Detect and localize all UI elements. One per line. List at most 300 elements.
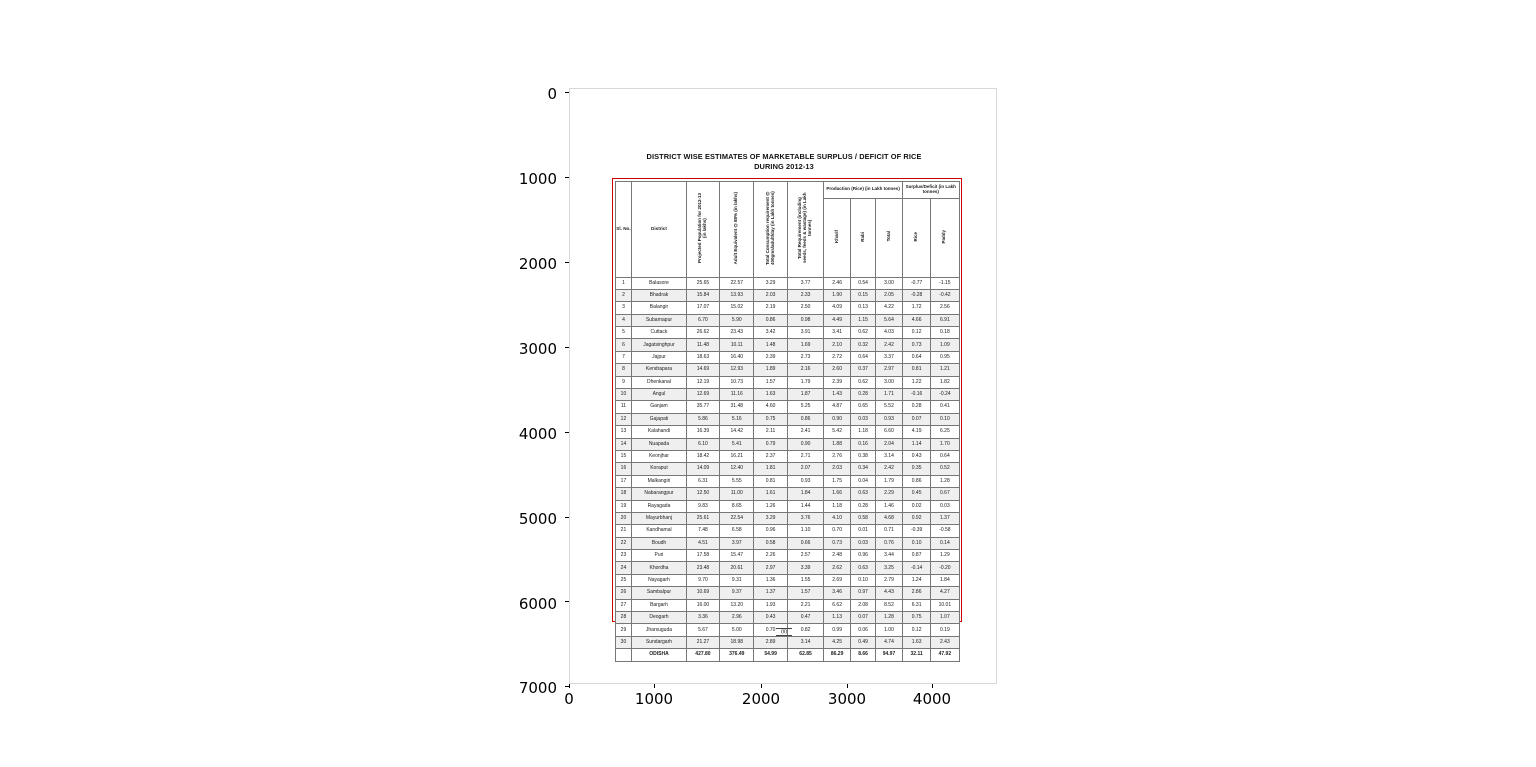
cell-sl-no: 30 [615,636,632,648]
cell-value: 4.09 [824,302,851,314]
cell-value: 0.13 [851,302,876,314]
cell-value: 0.41 [931,401,959,413]
cell-value: 23.48 [686,562,720,574]
cell-sl-no: 28 [615,612,632,624]
cell-sl-no: 27 [615,599,632,611]
x-tick-label: 1000 [634,690,674,708]
table-row [615,351,959,363]
cell-value: 2.71 [788,450,824,462]
cell-value: 8.65 [720,500,754,512]
cell-district: Balangir [632,302,686,314]
cell-value: 1.75 [824,475,851,487]
cell-value: 2.97 [754,562,788,574]
header-surplus-group: Surplus/Deficit (in Lakh tonnes) [903,181,959,198]
cell-value: 0.86 [788,413,824,425]
cell-value: 25.61 [686,512,720,524]
cell-value: 13.93 [720,289,754,301]
header-kharif-label: Kharif [833,230,839,244]
cell-value: 0.98 [788,314,824,326]
cell-value: 2.07 [788,463,824,475]
cell-value: 0.76 [875,537,902,549]
cell-value: 3.00 [875,376,902,388]
cell-value: 0.93 [875,413,902,425]
cell-value: 1.18 [824,500,851,512]
header-rabi-label: Rabi [859,231,865,242]
cell-value: 2.62 [824,562,851,574]
cell-value: 1.61 [754,488,788,500]
cell-district: Puri [632,550,686,562]
cell-value: 0.34 [851,463,876,475]
cell-value: 0.37 [851,364,876,376]
cell-value: 0.28 [851,389,876,401]
cell-district: Mayurbhanj [632,512,686,524]
cell-value: 3.97 [720,537,754,549]
cell-district: Jharsuguda [632,624,686,636]
cell-district: Bhadrak [632,289,686,301]
cell-total-label: ODISHA [632,649,686,661]
cell-value: 0.10 [903,537,931,549]
cell-sl-no: 7 [615,351,632,363]
cell-value: 0.52 [931,463,959,475]
cell-sl-no: 4 [615,314,632,326]
cell-value: 6.58 [720,525,754,537]
cell-value: 0.92 [903,512,931,524]
header-production-group: Production (Rice) (in Lakh tonnes) [824,181,903,198]
cell-value: 2.08 [851,599,876,611]
cell-sl-no: 22 [615,537,632,549]
cell-value: 4.87 [824,401,851,413]
cell-value: 0.04 [851,475,876,487]
cell-value: 2.73 [788,351,824,363]
header-total-consumption-label: Total Consumption requirement @ 400gms/adult/day (in Lakh tonnes) [764,191,775,265]
header-surplus-rice-label: Rice [913,231,919,242]
cell-value: 21.27 [686,636,720,648]
cell-value: 1.63 [754,389,788,401]
cell-value: 6.31 [686,475,720,487]
cell-sl-no: 10 [615,389,632,401]
cell-district: Khordha [632,562,686,574]
cell-value: 0.90 [788,438,824,450]
cell-sl-no: 14 [615,438,632,450]
cell-district: Sambalpur [632,587,686,599]
cell-value: 1.57 [788,587,824,599]
cell-total-value: 54.99 [754,649,788,661]
cell-value: 1.69 [788,339,824,351]
cell-district: Bargarh [632,599,686,611]
cell-value: 1.66 [824,488,851,500]
cell-total-value: 427.80 [686,649,720,661]
cell-value: 0.15 [851,289,876,301]
table-row [615,537,959,549]
cell-value: 0.03 [851,413,876,425]
cell-value: 7.48 [686,525,720,537]
table-row [615,376,959,388]
cell-value: 1.13 [824,612,851,624]
cell-value: 5.42 [824,426,851,438]
cell-value: -0.42 [931,289,959,301]
cell-value: 4.66 [903,314,931,326]
table-row [615,574,959,586]
cell-district: Subarnapur [632,314,686,326]
x-tick-mark [569,684,570,688]
cell-value: 1.93 [754,599,788,611]
table-head [615,181,959,277]
cell-value: -1.15 [931,277,959,289]
cell-value: 2.26 [754,550,788,562]
table-row [615,339,959,351]
cell-value: 2.89 [754,636,788,648]
cell-sl-no: 3 [615,302,632,314]
table-row [615,327,959,339]
header-sl-no: Sl. No. [615,181,632,277]
cell-value: 0.96 [851,550,876,562]
cell-value: 25.65 [686,277,720,289]
cell-value: 1.82 [931,376,959,388]
header-surplus-paddy-label: Paddy [941,229,947,244]
cell-value: 0.86 [903,475,931,487]
header-total-requirement-label: Total Requirement (including seeds, feeds & wastage) (in Lakh tonnes) [797,192,813,264]
table-row [615,562,959,574]
cell-value: 2.57 [788,550,824,562]
cell-value: 0.93 [788,475,824,487]
cell-value: 12.40 [720,463,754,475]
cell-sl-no: 16 [615,463,632,475]
cell-value: 0.10 [851,574,876,586]
cell-sl-no: 11 [615,401,632,413]
cell-value: 1.26 [754,500,788,512]
cell-value: 11.00 [720,488,754,500]
cell-value: 3.29 [754,512,788,524]
cell-value: 2.69 [824,574,851,586]
cell-value: 2.60 [824,364,851,376]
cell-value: 0.45 [903,488,931,500]
cell-value: 1.28 [875,612,902,624]
cell-value: 0.43 [903,450,931,462]
cell-value: 31.48 [720,401,754,413]
table-row [615,438,959,450]
cell-value: 0.73 [903,339,931,351]
cell-value: 0.35 [903,463,931,475]
cell-value: 0.63 [851,562,876,574]
cell-total-value: 376.49 [720,649,754,661]
cell-value: 2.48 [824,550,851,562]
y-tick-label: 4000 [518,425,557,443]
cell-value: 0.64 [903,351,931,363]
cell-value: 10.69 [686,587,720,599]
cell-value: 1.07 [931,612,959,624]
cell-value: 4.49 [824,314,851,326]
cell-value: 0.70 [824,525,851,537]
cell-value: 0.58 [754,537,788,549]
cell-value: 2.97 [875,364,902,376]
header-kharif [824,198,851,277]
cell-value: 0.75 [903,612,931,624]
cell-district: Kalahandi [632,426,686,438]
cell-value: -0.14 [903,562,931,574]
cell-value: 9.83 [686,500,720,512]
title-line-2: DURING 2012-13 [754,162,814,171]
y-tick-label: 7000 [518,679,557,697]
header-production-total-label: Total [885,231,891,242]
cell-value: 4.03 [875,327,902,339]
cell-value: 6.31 [903,599,931,611]
cell-value: -0.24 [931,389,959,401]
header-projected-population [686,181,720,277]
cell-value: 1.81 [754,463,788,475]
cell-value: 0.01 [851,525,876,537]
cell-district: Cuttack [632,327,686,339]
cell-value: 0.19 [931,624,959,636]
y-tick-label: 6000 [518,595,557,613]
cell-value: 2.42 [875,339,902,351]
cell-value: 3.91 [788,327,824,339]
x-tick-mark [847,684,848,688]
cell-value: 0.12 [903,327,931,339]
cell-value: 2.19 [754,302,788,314]
cell-value: 15.84 [686,289,720,301]
cell-district: Nabarangpur [632,488,686,500]
cell-value: 0.43 [754,612,788,624]
cell-value: 5.55 [720,475,754,487]
cell-value: 2.33 [788,289,824,301]
cell-value: 0.12 [903,624,931,636]
cell-district: Jajpur [632,351,686,363]
table-row [615,413,959,425]
cell-value: 22.54 [720,512,754,524]
cell-value: 1.55 [788,574,824,586]
cell-value: 2.10 [824,339,851,351]
cell-value: 16.21 [720,450,754,462]
cell-district: Kendrapara [632,364,686,376]
cell-sl-no: 25 [615,574,632,586]
cell-value: 0.28 [851,500,876,512]
cell-value: 3.36 [686,612,720,624]
cell-value: 5.64 [875,314,902,326]
cell-value: 0.81 [903,364,931,376]
cell-district: Keonjhar [632,450,686,462]
cell-value: 1.37 [754,587,788,599]
cell-district: Koraput [632,463,686,475]
table-head-row-1 [615,181,959,198]
cell-sl-no: 23 [615,550,632,562]
cell-value: 17.58 [686,550,720,562]
page-title [570,152,997,172]
cell-value: -0.28 [903,289,931,301]
header-adult-equivalent [720,181,754,277]
table-row [615,302,959,314]
x-tick-label: 0 [564,690,574,708]
cell-value: 2.96 [720,612,754,624]
cell-value: 0.18 [931,327,959,339]
table-row [615,364,959,376]
cell-value: 4.19 [903,426,931,438]
cell-value: 11.16 [720,389,754,401]
table-row [615,475,959,487]
page-number-value: (ii) [776,628,792,636]
cell-value: 4.27 [931,587,959,599]
cell-value: 0.28 [903,401,931,413]
table-row [615,612,959,624]
cell-value: -0.20 [931,562,959,574]
cell-value: 10.73 [720,376,754,388]
cell-value: 1.43 [824,389,851,401]
cell-district: Jagatsinghpur [632,339,686,351]
cell-value: 0.97 [851,587,876,599]
cell-value: 2.05 [875,289,902,301]
table-row [615,389,959,401]
cell-value: 1.00 [875,624,902,636]
cell-value: 13.20 [720,599,754,611]
cell-value: 20.61 [720,562,754,574]
cell-value: 2.03 [754,289,788,301]
cell-total-value: 47.92 [931,649,959,661]
cell-value: 12.19 [686,376,720,388]
table-body [615,277,959,661]
cell-sl-no: 24 [615,562,632,574]
cell-value: 1.09 [931,339,959,351]
cell-value: 12.69 [686,389,720,401]
cell-value: 22.57 [720,277,754,289]
cell-value: 2.39 [824,376,851,388]
cell-sl-no: 5 [615,327,632,339]
table-row [615,488,959,500]
cell-value: -0.77 [903,277,931,289]
cell-value: 0.87 [903,550,931,562]
cell-total-value: 32.11 [903,649,931,661]
cell-value: 0.10 [931,413,959,425]
cell-sl-no: 20 [615,512,632,524]
cell-value: 1.10 [788,525,824,537]
x-tick-mark [761,684,762,688]
cell-value: 0.66 [788,537,824,549]
document-page [569,88,997,684]
cell-value: 14.09 [686,463,720,475]
cell-value: 1.46 [875,500,902,512]
cell-value: 5.25 [788,401,824,413]
cell-value: 0.03 [851,537,876,549]
cell-value: 17.07 [686,302,720,314]
cell-value: 0.07 [851,612,876,624]
x-tick-mark [654,684,655,688]
cell-value: 0.03 [931,500,959,512]
header-total-consumption [754,181,788,277]
cell-sl-no: 12 [615,413,632,425]
cell-value: 3.39 [788,562,824,574]
cell-value: 0.14 [931,537,959,549]
cell-value: 1.84 [931,574,959,586]
y-tick-label: 3000 [518,340,557,358]
cell-value: 0.65 [851,401,876,413]
table-row [615,550,959,562]
cell-value: 2.56 [931,302,959,314]
cell-value: 18.63 [686,351,720,363]
cell-sl-no: 8 [615,364,632,376]
cell-district: Nayagarh [632,574,686,586]
cell-value: 6.10 [686,438,720,450]
cell-sl-no: 2 [615,289,632,301]
table-row [615,599,959,611]
table-row [615,450,959,462]
cell-value: 1.21 [931,364,959,376]
cell-value: 14.42 [720,426,754,438]
cell-value: 9.37 [720,587,754,599]
cell-value: 12.50 [686,488,720,500]
table-row [615,636,959,648]
cell-district: Gajapati [632,413,686,425]
cell-value: 4.10 [824,512,851,524]
cell-total-value: 8.66 [851,649,876,661]
cell-value: 2.43 [931,636,959,648]
cell-value: 0.82 [788,624,824,636]
cell-sl-no: 29 [615,624,632,636]
cell-value: 10.01 [931,599,959,611]
cell-value: 2.46 [824,277,851,289]
cell-total-value: 62.85 [788,649,824,661]
cell-value: 16.00 [686,599,720,611]
cell-value: 3.76 [788,512,824,524]
cell-value: 1.15 [851,314,876,326]
cell-district: Dhenkanal [632,376,686,388]
header-total-requirement [788,181,824,277]
cell-value: 5.16 [720,413,754,425]
table-row [615,500,959,512]
cell-value: 1.22 [903,376,931,388]
cell-district: Sundargarh [632,636,686,648]
cell-value: 5.00 [720,624,754,636]
cell-sl-no: 9 [615,376,632,388]
cell-value: 35.77 [686,401,720,413]
cell-district: Balasore [632,277,686,289]
header-adult-equivalent-label: Adult Equivalent @ 88% (in lakhs) [733,191,739,265]
cell-value: 4.25 [824,636,851,648]
cell-value: 0.32 [851,339,876,351]
cell-value: 2.29 [875,488,902,500]
cell-value: 1.44 [788,500,824,512]
cell-district: Deogarh [632,612,686,624]
cell-value: 16.39 [686,426,720,438]
cell-value: 3.41 [824,327,851,339]
cell-value: 3.42 [754,327,788,339]
cell-value: 3.46 [824,587,851,599]
page-number [570,629,997,635]
cell-value: 1.79 [875,475,902,487]
cell-value: 0.81 [754,475,788,487]
cell-value: 16.40 [720,351,754,363]
cell-value: 2.42 [875,463,902,475]
cell-value: 4.22 [875,302,902,314]
cell-value: 2.76 [824,450,851,462]
cell-value: 5.90 [720,314,754,326]
cell-district: Boudh [632,537,686,549]
cell-value: 0.06 [851,624,876,636]
cell-value: 4.43 [875,587,902,599]
cell-value: 1.70 [931,438,959,450]
cell-value: 2.50 [788,302,824,314]
cell-value: 1.88 [824,438,851,450]
cell-value: 4.74 [875,636,902,648]
header-surplus-rice [903,198,931,277]
cell-value: 4.51 [686,537,720,549]
cell-total-value: 86.29 [824,649,851,661]
cell-value: 6.25 [931,426,959,438]
table-row [615,426,959,438]
cell-value: 1.84 [788,488,824,500]
cell-value: 0.67 [931,488,959,500]
cell-value: 2.79 [875,574,902,586]
cell-value: 9.31 [720,574,754,586]
table-row [615,401,959,413]
cell-value: 4.68 [875,512,902,524]
